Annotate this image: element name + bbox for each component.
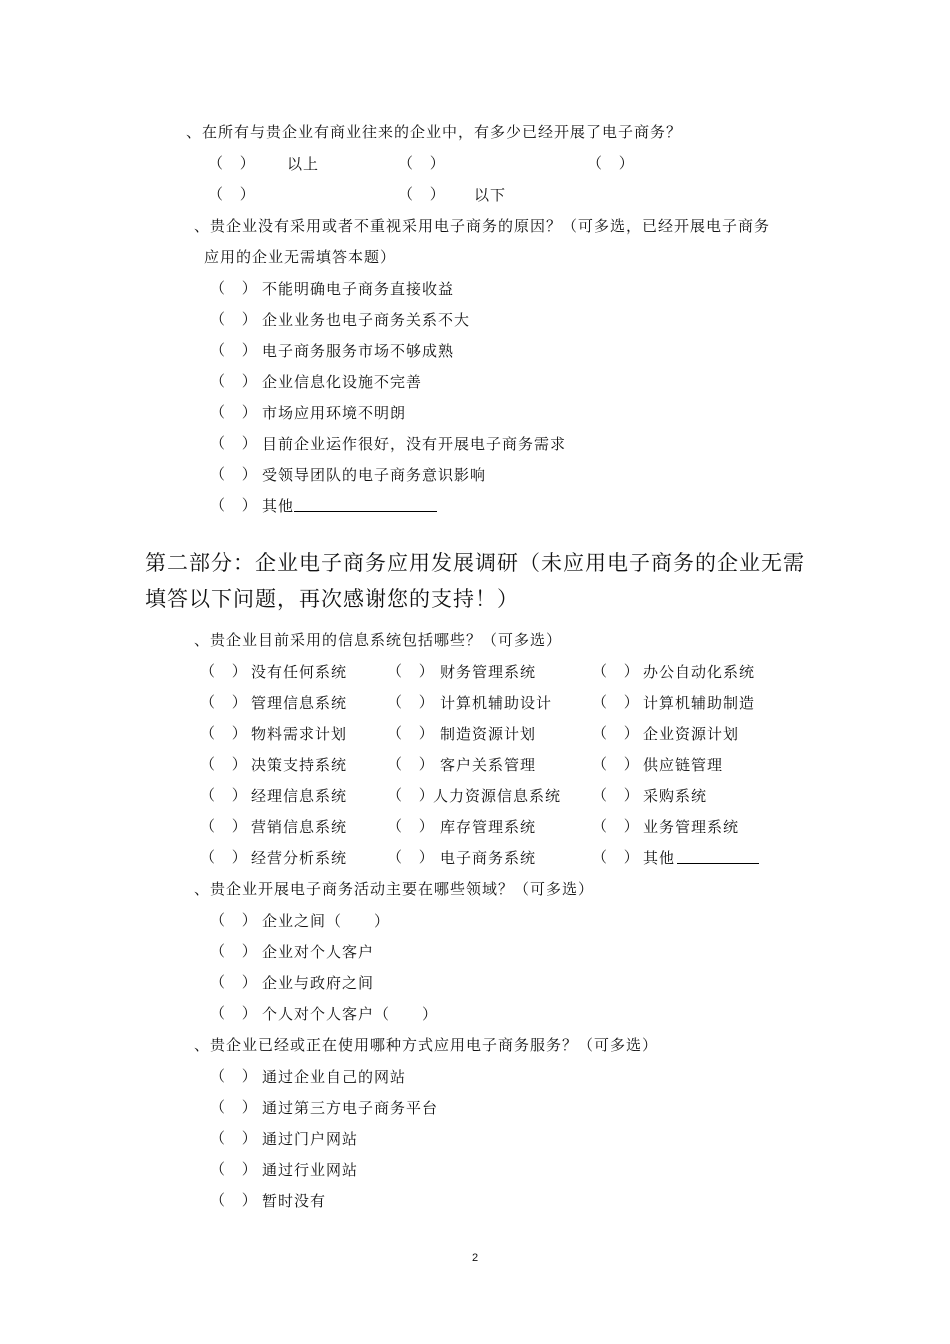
option-label: 制造资源计划 <box>440 725 537 743</box>
checkbox-paren[interactable]: （ ） <box>200 755 253 773</box>
option-label: 计算机辅助设计 <box>440 694 553 712</box>
option-label: 人力资源信息系统 <box>433 787 562 805</box>
checkbox-paren[interactable]: （ ） <box>387 817 440 835</box>
option-label: 目前企业运作很好，没有开展电子商务需求 <box>262 435 567 453</box>
checkbox-paren[interactable]: （ ） <box>592 724 645 742</box>
checkbox-paren[interactable]: （ ） <box>210 1160 263 1178</box>
checkbox-paren[interactable]: （ ） <box>210 465 263 483</box>
option-label: 企业与政府之间 <box>262 974 375 992</box>
option-label: 企业之间（ ） <box>262 912 391 930</box>
option-label: 以上 <box>287 155 320 173</box>
option-label: 个人对个人客户（ ） <box>262 1005 439 1023</box>
checkbox-paren[interactable]: （ ） <box>592 662 645 680</box>
question-reasons-continued: 应用的企业无需填答本题） <box>204 248 397 266</box>
option-label: 通过门户网站 <box>262 1130 359 1148</box>
option-label: 业务管理系统 <box>643 818 740 836</box>
question-ecommerce-share: 、在所有与贵企业有商业往来的企业中，有多少已经开展了电子商务？ <box>186 123 683 141</box>
option-label: 其他 <box>643 849 676 867</box>
question-systems: 、贵企业目前采用的信息系统包括哪些？（可多选） <box>194 631 563 649</box>
checkbox-paren[interactable]: （ ） <box>210 279 263 297</box>
checkbox-paren[interactable]: （ ） <box>387 848 440 866</box>
checkbox-paren[interactable]: （ ） <box>208 185 261 203</box>
option-label: 电子商务服务市场不够成熟 <box>262 342 455 360</box>
page-number: 2 <box>472 1252 479 1264</box>
checkbox-paren[interactable]: （ ） <box>200 817 253 835</box>
option-label: 暂时没有 <box>262 1192 327 1210</box>
option-label: 企业信息化设施不完善 <box>262 373 423 391</box>
checkbox-paren[interactable]: （ ） <box>387 786 440 804</box>
option-label: 以下 <box>474 186 507 204</box>
checkbox-paren[interactable]: （ ） <box>208 154 261 172</box>
option-label: 受领导团队的电子商务意识影响 <box>262 466 487 484</box>
other-blank-field[interactable] <box>294 497 437 512</box>
option-label: 客户关系管理 <box>440 756 537 774</box>
question-reasons: 、贵企业没有采用或者不重视采用电子商务的原因？（可多选，已经开展电子商务 <box>194 217 771 235</box>
option-label: 决策支持系统 <box>251 756 348 774</box>
option-label: 管理信息系统 <box>251 694 348 712</box>
option-label: 通过企业自己的网站 <box>262 1068 407 1086</box>
checkbox-paren[interactable]: （ ） <box>210 1004 263 1022</box>
option-label: 其他 <box>262 497 295 515</box>
checkbox-paren[interactable]: （ ） <box>200 786 253 804</box>
checkbox-paren[interactable]: （ ） <box>210 1067 263 1085</box>
question-methods: 、贵企业已经或正在使用哪种方式应用电子商务服务？（可多选） <box>194 1036 659 1054</box>
option-label: 财务管理系统 <box>440 663 537 681</box>
option-label: 办公自动化系统 <box>643 663 756 681</box>
option-label: 供应链管理 <box>643 756 724 774</box>
option-label: 计算机辅助制造 <box>643 694 756 712</box>
checkbox-paren[interactable]: （ ） <box>210 496 263 514</box>
checkbox-paren[interactable]: （ ） <box>210 1129 263 1147</box>
checkbox-paren[interactable]: （ ） <box>210 973 263 991</box>
option-label: 没有任何系统 <box>251 663 348 681</box>
checkbox-paren[interactable]: （ ） <box>200 662 253 680</box>
checkbox-paren[interactable]: （ ） <box>592 786 645 804</box>
checkbox-paren[interactable]: （ ） <box>592 848 645 866</box>
option-label: 通过第三方电子商务平台 <box>262 1099 439 1117</box>
checkbox-paren[interactable]: （ ） <box>592 755 645 773</box>
checkbox-paren[interactable]: （ ） <box>210 403 263 421</box>
checkbox-paren[interactable]: （ ） <box>210 911 263 929</box>
checkbox-paren[interactable]: （ ） <box>398 154 451 172</box>
option-label: 采购系统 <box>643 787 708 805</box>
checkbox-paren[interactable]: （ ） <box>210 434 263 452</box>
checkbox-paren[interactable]: （ ） <box>587 154 640 172</box>
part2-heading: 第二部分：企业电子商务应用发展调研（未应用电子商务的企业无需 <box>145 551 805 575</box>
checkbox-paren[interactable]: （ ） <box>592 693 645 711</box>
option-label: 市场应用环境不明朗 <box>262 404 407 422</box>
option-label: 企业资源计划 <box>643 725 740 743</box>
option-label: 企业业务也电子商务关系不大 <box>262 311 471 329</box>
option-label: 不能明确电子商务直接收益 <box>262 280 455 298</box>
checkbox-paren[interactable]: （ ） <box>210 1098 263 1116</box>
checkbox-paren[interactable]: （ ） <box>210 372 263 390</box>
checkbox-paren[interactable]: （ ） <box>200 724 253 742</box>
other-blank-field[interactable] <box>677 849 759 864</box>
checkbox-paren[interactable]: （ ） <box>387 662 440 680</box>
option-label: 库存管理系统 <box>440 818 537 836</box>
option-label: 营销信息系统 <box>251 818 348 836</box>
checkbox-paren[interactable]: （ ） <box>387 693 440 711</box>
checkbox-paren[interactable]: （ ） <box>387 755 440 773</box>
checkbox-paren[interactable]: （ ） <box>210 942 263 960</box>
option-label: 电子商务系统 <box>440 849 537 867</box>
checkbox-paren[interactable]: （ ） <box>200 693 253 711</box>
option-label: 企业对个人客户 <box>262 943 375 961</box>
checkbox-paren[interactable]: （ ） <box>387 724 440 742</box>
option-label: 物料需求计划 <box>251 725 348 743</box>
checkbox-paren[interactable]: （ ） <box>200 848 253 866</box>
option-label: 经理信息系统 <box>251 787 348 805</box>
part2-heading-continued: 填答以下问题，再次感谢您的支持！） <box>145 587 519 611</box>
checkbox-paren[interactable]: （ ） <box>592 817 645 835</box>
option-label: 经营分析系统 <box>251 849 348 867</box>
checkbox-paren[interactable]: （ ） <box>210 341 263 359</box>
checkbox-paren[interactable]: （ ） <box>398 185 451 203</box>
checkbox-paren[interactable]: （ ） <box>210 1191 263 1209</box>
checkbox-paren[interactable]: （ ） <box>210 310 263 328</box>
option-label: 通过行业网站 <box>262 1161 359 1179</box>
question-fields: 、贵企业开展电子商务活动主要在哪些领域？（可多选） <box>194 880 595 898</box>
